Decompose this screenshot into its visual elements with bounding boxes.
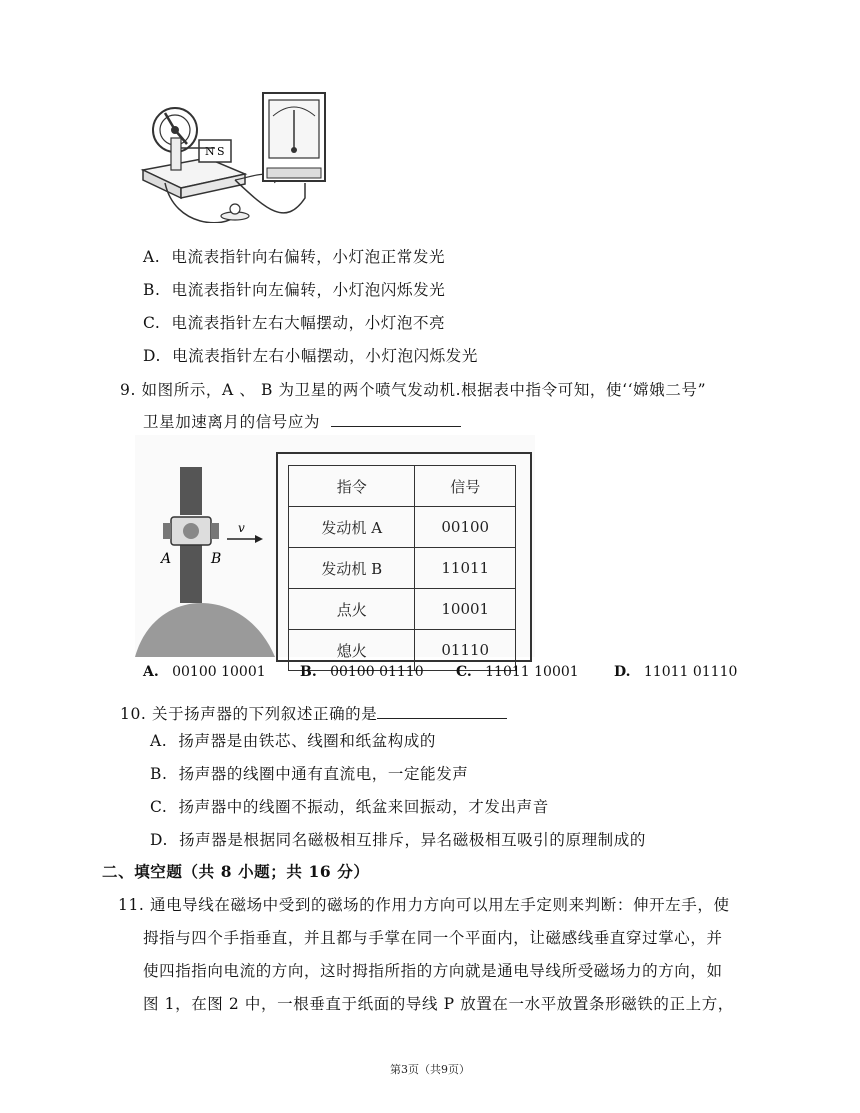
magnet-n-label: N [205, 145, 215, 158]
table-row [289, 507, 516, 548]
q9-option-d: D. 11011 01110 [614, 664, 738, 680]
table-cell: 10001 [415, 589, 516, 630]
q11-line4: 图 1，在图 2 中，一根垂直于纸面的导线 P 放置在一水平放置条形磁铁的正上方， [143, 995, 734, 1013]
q9-stem-line1: 9. 如图所示，A 、 B 为卫星的两个喷气发动机.根据表中指令可知，使‘‘嫦娥二号” [120, 381, 707, 399]
engine-b-label: B [211, 551, 222, 567]
table-cell: 发动机 B [289, 548, 415, 589]
generator-circuit-figure [135, 88, 335, 223]
q8-option-d: D. 电流表指针左右小幅摆动，小灯泡闪烁发光 [143, 347, 478, 365]
q9-option-a: A. 00100 10001 [143, 664, 266, 680]
q8-option-c: C. 电流表指针左右大幅摆动，小灯泡不亮 [143, 314, 446, 332]
q10-option-d: D. 扬声器是根据同名磁极相互排斥，异名磁极相互吸引的原理制成的 [150, 831, 646, 849]
table-cell: 发动机 A [289, 507, 415, 548]
magnet-s-label: S [217, 145, 225, 158]
page-footer: 第3页（共9页） [390, 1063, 470, 1076]
table-row [289, 589, 516, 630]
table-header: 信号 [415, 466, 516, 507]
answer-blank [331, 412, 461, 427]
q10-stem: 10. 关于扬声器的下列叙述正确的是 [120, 702, 507, 724]
table-cell: 01110 [415, 630, 516, 671]
signal-table [288, 465, 516, 671]
engine-a-label: A [161, 551, 172, 567]
q8-option-b: B. 电流表指针向左偏转，小灯泡闪烁发光 [143, 281, 446, 299]
table-cell: 11011 [415, 548, 516, 589]
table-row [289, 548, 516, 589]
velocity-label: v [238, 521, 245, 535]
q11-line3: 使四指指向电流的方向，这时拇指所指的方向就是通电导线所受磁场力的方向，如 [143, 962, 723, 980]
table-header-row [289, 466, 516, 507]
q10-option-c: C. 扬声器中的线圈不振动，纸盆来回振动，才发出声音 [150, 798, 549, 816]
q10-option-a: A. 扬声器是由铁芯、线圈和纸盆构成的 [150, 732, 436, 750]
answer-blank [377, 704, 507, 719]
q9-stem-line2: 卫星加速离月的信号应为 [143, 410, 461, 432]
q9-option-c: C. 11011 10001 [456, 664, 579, 680]
table-cell: 熄火 [289, 630, 415, 671]
table-cell: 00100 [415, 507, 516, 548]
section-heading: 二、填空题（共 8 小题；共 16 分） [102, 862, 370, 881]
q11-line1: 11. 通电导线在磁场中受到的磁场的作用力方向可以用左手定则来判断：伸开左手，使 [118, 896, 730, 914]
q11-line2: 拇指与四个手指垂直，并且都与手掌在同一个平面内，让磁感线垂直穿过掌心，并 [143, 929, 723, 947]
table-header: 指令 [289, 466, 415, 507]
q9-option-b: B. 00100 01110 [300, 664, 424, 680]
q10-option-b: B. 扬声器的线圈中通有直流电，一定能发声 [150, 765, 469, 783]
q8-option-a: A. 电流表指针向右偏转，小灯泡正常发光 [143, 248, 446, 266]
table-cell: 点火 [289, 589, 415, 630]
